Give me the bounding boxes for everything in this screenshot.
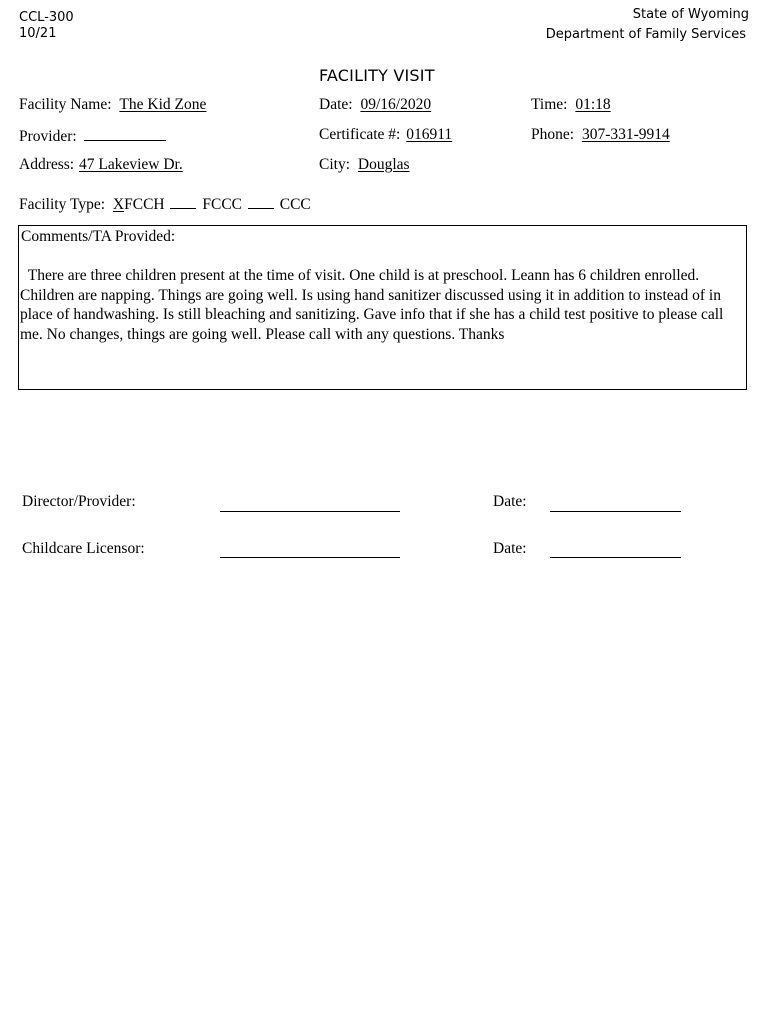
- provider-field: [19, 126, 166, 146]
- provider-label: Provider:: [19, 128, 77, 145]
- fccc-option: FCCC: [202, 196, 242, 213]
- ccc-option: CCC: [279, 196, 311, 213]
- comments-title: Comments/TA Provided:: [21, 228, 176, 245]
- date-value: 09/16/2020: [360, 96, 432, 113]
- licensor-signature-line: [220, 557, 400, 558]
- facility-name-label: Facility Name:: [19, 96, 112, 113]
- form-revision-date: 10/21: [19, 26, 57, 41]
- facility-name-value: The Kid Zone: [119, 96, 207, 113]
- comments-body: There are three children present at the time of visit. One child is at preschool. Leann has 6 children enrolled. Children are napping. Things are going well. Is using hand sanitizer discussed using it in addition to instead of in place of handwashing. Is still bleaching and sanitizing. Gave info that if she has a child test positive to please call me. No changes, things are going well. Please call with any questions. Thanks: [20, 267, 724, 343]
- director-signature-line: [220, 511, 400, 512]
- phone-label: Phone:: [531, 126, 575, 143]
- page-title: FACILITY VISIT: [319, 66, 435, 85]
- certificate-label: Certificate #:: [319, 126, 401, 143]
- provider-blank: [84, 126, 166, 141]
- agency-state: State of Wyoming: [632, 7, 749, 22]
- date-field: [319, 96, 431, 114]
- licensor-label: Childcare Licensor:: [22, 540, 145, 557]
- time-field: [531, 96, 611, 114]
- address-field: [19, 156, 183, 174]
- fccc-blank: [170, 196, 196, 209]
- certificate-value: 016911: [406, 126, 453, 143]
- city-label: City:: [319, 156, 351, 173]
- director-date-line: [550, 511, 681, 512]
- facility-type-row: [19, 196, 311, 214]
- time-label: Time:: [531, 96, 568, 113]
- fcch-option: FCCH: [124, 196, 165, 213]
- agency-department: Department of Family Services: [545, 27, 746, 42]
- licensor-date-line: [550, 557, 681, 558]
- date-label: Date:: [319, 96, 353, 113]
- director-provider-label: Director/Provider:: [22, 493, 136, 510]
- phone-value: 307-331-9914: [581, 126, 670, 143]
- address-value: 47 Lakeview Dr.: [78, 156, 183, 173]
- fcch-checkmark: X: [112, 196, 125, 213]
- comments-box: [18, 225, 747, 390]
- city-value: Douglas: [357, 156, 410, 173]
- address-label: Address:: [19, 156, 75, 173]
- facility-type-label: Facility Type:: [19, 196, 106, 213]
- form-code: CCL-300: [19, 10, 74, 25]
- city-field: [319, 156, 410, 174]
- facility-name-field: [19, 96, 206, 114]
- phone-field: [531, 126, 670, 144]
- certificate-field: [319, 126, 452, 144]
- director-date-label: Date:: [493, 493, 527, 510]
- time-value: 01:18: [575, 96, 611, 113]
- ccc-blank: [248, 196, 274, 209]
- licensor-date-label: Date:: [493, 540, 527, 557]
- comments-text: [20, 266, 746, 344]
